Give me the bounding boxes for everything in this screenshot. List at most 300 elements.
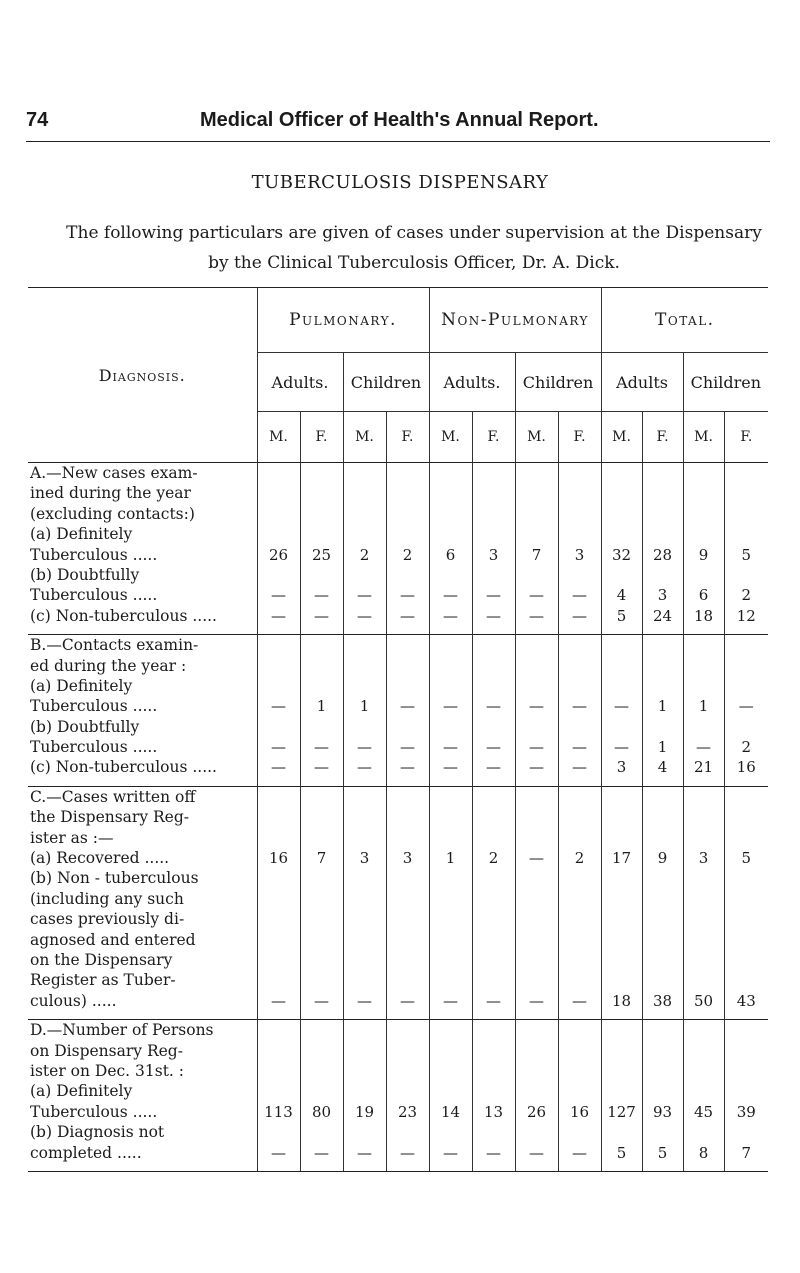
spacer (344, 565, 386, 585)
spacer (344, 1122, 386, 1142)
spacer (516, 889, 558, 909)
value-cell: 1 (359, 697, 370, 716)
value-cell: — (271, 1143, 286, 1162)
spacer (301, 1122, 343, 1142)
spacer (430, 717, 472, 737)
value-cell: — (572, 991, 588, 1010)
spacer (258, 1122, 300, 1142)
value-cell: 23 (397, 1102, 418, 1121)
spacer (516, 676, 558, 696)
spacer (516, 717, 558, 737)
sex-header: F. (642, 412, 683, 463)
row-label-line: (c) Non-tuberculous ..... (30, 606, 217, 625)
spacer (430, 970, 472, 990)
spacer (684, 717, 724, 737)
value-cell: 1 (657, 697, 668, 716)
spacer (516, 909, 558, 929)
value-column-cell (642, 463, 683, 635)
value-cell: 14 (440, 1102, 461, 1121)
spacer (258, 676, 300, 696)
value-column-cell (343, 786, 386, 1019)
value-column-cell (515, 1020, 558, 1172)
value-cell: — (443, 991, 458, 1010)
value-column-cell (472, 635, 515, 787)
value-cell: 25 (311, 545, 332, 564)
section-heading-line: ister on Dec. 31st. : (30, 1061, 185, 1080)
sex-header: M. (429, 412, 472, 463)
diagnosis-cell (28, 635, 257, 787)
value-cell: — (400, 606, 415, 625)
spacer (725, 970, 769, 990)
section-heading-line: the Dispensary Reg- (30, 808, 190, 827)
value-cell: — (529, 586, 544, 605)
spacer (559, 565, 601, 585)
spacer (725, 676, 769, 696)
row-label-line: completed ..... (30, 1143, 142, 1162)
value-cell: — (314, 738, 329, 757)
spacer (473, 970, 515, 990)
sex-header: M. (343, 412, 386, 463)
value-cell: — (357, 586, 372, 605)
value-cell: 2 (574, 849, 585, 868)
spacer (301, 889, 343, 909)
spacer (387, 909, 429, 929)
value-cell: — (443, 758, 458, 777)
spacer (344, 930, 386, 950)
value-column-cell (515, 786, 558, 1019)
spacer (301, 930, 343, 950)
value-cell: — (357, 758, 372, 777)
value-cell: — (400, 586, 415, 605)
spacer (516, 868, 558, 888)
group-header-pulmonary: Pulmonary. (257, 288, 429, 353)
group-header-row (28, 288, 768, 353)
value-cell: — (314, 586, 329, 605)
value-cell: 16 (569, 1102, 590, 1121)
value-cell: — (572, 606, 588, 625)
row-label-line: agnosed and entered (30, 930, 196, 949)
value-cell: 7 (316, 849, 327, 868)
spacer (725, 950, 769, 970)
value-cell: 50 (694, 991, 714, 1010)
spacer (430, 950, 472, 970)
spacer (684, 1122, 724, 1142)
value-column-cell (683, 1020, 724, 1172)
spacer (344, 676, 386, 696)
value-column-cell (472, 463, 515, 635)
spacer (643, 1122, 683, 1142)
spacer (430, 889, 472, 909)
section-heading-line: ined during the year (30, 484, 191, 503)
row-label-line: (b) Diagnosis not (30, 1123, 165, 1142)
value-cell: — (314, 991, 329, 1010)
value-cell: 26 (268, 545, 289, 564)
value-cell: — (271, 991, 286, 1010)
value-cell: 18 (612, 991, 632, 1010)
spacer (725, 868, 769, 888)
spacer (643, 565, 683, 585)
spacer (602, 909, 642, 929)
sex-header: F. (472, 412, 515, 463)
spacer (301, 950, 343, 970)
value-column-cell (558, 635, 601, 787)
spacer (387, 868, 429, 888)
spacer (387, 676, 429, 696)
subgroup-header: Children (683, 353, 768, 412)
spacer (473, 565, 515, 585)
value-column-cell (257, 463, 300, 635)
value-cell: — (443, 1143, 458, 1162)
spacer (258, 868, 300, 888)
value-cell: 3 (616, 758, 627, 777)
spacer (387, 930, 429, 950)
value-cell: 26 (526, 1102, 547, 1121)
value-cell: 6 (698, 586, 709, 605)
spacer (473, 1081, 515, 1101)
spacer (725, 889, 769, 909)
spacer (473, 909, 515, 929)
row-label-line: (b) Doubtfully (30, 565, 140, 584)
value-cell: 8 (698, 1143, 709, 1162)
value-cell: 3 (574, 545, 585, 564)
value-cell: — (400, 991, 415, 1010)
value-cell: 2 (488, 849, 499, 868)
value-column-cell (343, 635, 386, 787)
value-cell: — (572, 758, 588, 777)
group-header-total: Total. (601, 288, 768, 353)
value-column-cell (300, 1020, 343, 1172)
dispensary-table (28, 287, 768, 1172)
spacer (559, 950, 601, 970)
value-cell: — (443, 738, 458, 757)
value-cell: 93 (653, 1102, 673, 1121)
value-column-cell (558, 786, 601, 1019)
row-label-line: on the Dispensary (30, 950, 173, 969)
value-column-cell (515, 635, 558, 787)
value-column-cell (515, 463, 558, 635)
spacer (344, 970, 386, 990)
value-cell: — (529, 606, 544, 625)
spacer (344, 524, 386, 544)
spacer (643, 676, 683, 696)
value-column-cell (558, 463, 601, 635)
value-cell: — (572, 697, 588, 716)
spacer (684, 676, 724, 696)
value-cell: 16 (268, 849, 289, 868)
spacer (344, 909, 386, 929)
value-cell: — (486, 738, 501, 757)
spacer (559, 676, 601, 696)
value-column-cell (386, 463, 429, 635)
spacer (387, 1081, 429, 1101)
spacer (684, 524, 724, 544)
value-column-cell (472, 786, 515, 1019)
section-heading-line: A.—New cases exam- (30, 464, 198, 482)
spacer (430, 1122, 472, 1142)
value-cell: 9 (698, 545, 709, 564)
spacer (643, 930, 683, 950)
sex-header: M. (515, 412, 558, 463)
value-cell: 5 (657, 1143, 668, 1162)
value-cell: 113 (264, 1102, 293, 1121)
value-cell: 7 (531, 545, 542, 564)
spacer (473, 676, 515, 696)
value-column-cell (300, 635, 343, 787)
value-cell: 5 (741, 545, 752, 564)
value-cell: 5 (616, 606, 627, 625)
value-cell: 80 (311, 1102, 332, 1121)
spacer (258, 950, 300, 970)
value-column-cell (683, 463, 724, 635)
spacer (643, 524, 683, 544)
spacer (387, 1122, 429, 1142)
value-cell: — (486, 697, 501, 716)
value-cell: — (271, 758, 286, 777)
value-column-cell (601, 463, 642, 635)
spacer (258, 524, 300, 544)
value-cell: — (400, 758, 415, 777)
spacer (602, 970, 642, 990)
value-cell: 18 (694, 606, 714, 625)
value-column-cell (683, 635, 724, 787)
value-cell: 9 (657, 849, 668, 868)
value-cell: — (357, 606, 372, 625)
spacer (344, 950, 386, 970)
spacer (473, 1122, 515, 1142)
diagnosis-header: Diagnosis. (28, 288, 257, 463)
spacer (643, 909, 683, 929)
table-body (28, 463, 768, 1172)
row-label-line: (b) Doubtfully (30, 717, 140, 736)
value-cell: — (529, 849, 544, 868)
spacer (258, 565, 300, 585)
value-column-cell (642, 635, 683, 787)
value-cell: — (271, 606, 286, 625)
spacer (301, 524, 343, 544)
spacer (516, 565, 558, 585)
value-cell: — (529, 738, 544, 757)
value-cell: — (572, 1143, 588, 1162)
spacer (559, 889, 601, 909)
subgroup-header: Adults. (429, 353, 515, 412)
spacer (344, 889, 386, 909)
spacer (430, 909, 472, 929)
row-label-line: Tuberculous ..... (30, 738, 158, 757)
value-column-cell (343, 463, 386, 635)
spacer (559, 1122, 601, 1142)
section-heading-line: C.—Cases written off (30, 787, 196, 806)
value-column-cell (472, 1020, 515, 1172)
value-column-cell (386, 1020, 429, 1172)
value-cell: — (696, 738, 712, 757)
value-cell: 19 (354, 1102, 375, 1121)
value-cell: 2 (741, 738, 752, 757)
value-cell: — (400, 1143, 415, 1162)
value-column-cell (601, 635, 642, 787)
row-label-line: (including any such (30, 889, 184, 908)
value-column-cell (724, 1020, 768, 1172)
value-cell: — (271, 738, 286, 757)
spacer (258, 930, 300, 950)
spacer (643, 717, 683, 737)
value-cell: — (314, 758, 329, 777)
value-cell: 1 (657, 738, 668, 757)
subgroup-header: Children (515, 353, 601, 412)
sex-header: F. (386, 412, 429, 463)
spacer (258, 970, 300, 990)
value-cell: 4 (657, 758, 668, 777)
value-column-cell (558, 1020, 601, 1172)
diagnosis-cell (28, 463, 257, 635)
row-label-line: cases previously di- (30, 910, 185, 929)
spacer (602, 565, 642, 585)
value-cell: 5 (741, 849, 752, 868)
spacer (684, 1081, 724, 1101)
spacer (559, 930, 601, 950)
value-cell: 24 (653, 606, 673, 625)
spacer (516, 524, 558, 544)
spacer (516, 1081, 558, 1101)
sex-header: M. (601, 412, 642, 463)
value-column-cell (642, 1020, 683, 1172)
section-heading-line: B.—Contacts examin- (30, 636, 199, 655)
section-heading-line: D.—Number of Persons (30, 1021, 214, 1040)
spacer (344, 717, 386, 737)
spacer (258, 889, 300, 909)
value-cell: 4 (616, 586, 627, 605)
spacer (559, 909, 601, 929)
value-cell: — (572, 738, 588, 757)
value-cell: 7 (741, 1143, 752, 1162)
value-cell: — (443, 586, 458, 605)
value-cell: — (400, 738, 415, 757)
spacer (387, 889, 429, 909)
diagnosis-cell (28, 1020, 257, 1172)
page-number: 74 (26, 109, 49, 131)
spacer (301, 970, 343, 990)
value-cell: 43 (736, 991, 756, 1010)
value-cell: 3 (359, 849, 370, 868)
value-cell: 127 (607, 1102, 636, 1121)
value-cell: — (486, 606, 501, 625)
value-cell: — (486, 991, 501, 1010)
value-cell: 6 (445, 545, 456, 564)
value-cell: 1 (698, 697, 709, 716)
value-cell: 45 (694, 1102, 714, 1121)
value-column-cell (429, 1020, 472, 1172)
spacer (258, 717, 300, 737)
spacer (344, 868, 386, 888)
value-cell: 38 (653, 991, 673, 1010)
value-cell: 3 (488, 545, 499, 564)
value-cell: — (271, 697, 286, 716)
value-column-cell (724, 463, 768, 635)
value-cell: 17 (612, 849, 632, 868)
value-cell: — (486, 758, 501, 777)
value-cell: — (443, 697, 458, 716)
row-label-line: Tuberculous ..... (30, 586, 158, 605)
row-label-line: Register as Tuber- (30, 971, 176, 990)
value-column-cell (257, 1020, 300, 1172)
value-column-cell (343, 1020, 386, 1172)
value-cell: 3 (402, 849, 413, 868)
spacer (430, 868, 472, 888)
spacer (643, 868, 683, 888)
spacer (473, 868, 515, 888)
spacer (430, 1081, 472, 1101)
value-cell: — (486, 586, 501, 605)
section-row (28, 635, 768, 787)
value-cell: — (529, 991, 544, 1010)
value-column-cell (601, 1020, 642, 1172)
section-row (28, 463, 768, 635)
row-label-line: Tuberculous ..... (30, 697, 158, 716)
value-column-cell (724, 786, 768, 1019)
spacer (643, 970, 683, 990)
value-cell: 2 (402, 545, 413, 564)
spacer (602, 676, 642, 696)
spacer (602, 1081, 642, 1101)
value-column-cell (429, 786, 472, 1019)
spacer (684, 565, 724, 585)
value-cell: — (572, 586, 588, 605)
spacer (559, 970, 601, 990)
value-cell: 3 (657, 586, 668, 605)
spacer (516, 970, 558, 990)
spacer (473, 717, 515, 737)
value-cell: — (443, 606, 458, 625)
sex-header: F. (724, 412, 768, 463)
value-column-cell (386, 786, 429, 1019)
spacer (725, 524, 769, 544)
spacer (725, 1122, 769, 1142)
value-column-cell (300, 786, 343, 1019)
spacer (387, 565, 429, 585)
value-column-cell (724, 635, 768, 787)
spacer (473, 524, 515, 544)
value-column-cell (429, 635, 472, 787)
value-cell: 16 (736, 758, 756, 777)
value-column-cell (386, 635, 429, 787)
spacer (301, 717, 343, 737)
diagnosis-cell (28, 786, 257, 1019)
spacer (602, 1122, 642, 1142)
intro-paragraph: The following particulars are given of cases under supervision at the Dispensary by the Clinical Tuberculosis Officer, Dr. A. Dick. (66, 223, 762, 273)
sex-header: F. (300, 412, 343, 463)
spacer (643, 950, 683, 970)
spacer (559, 868, 601, 888)
spacer (301, 909, 343, 929)
value-cell: — (529, 758, 544, 777)
spacer (516, 930, 558, 950)
value-column-cell (300, 463, 343, 635)
spacer (684, 889, 724, 909)
spacer (602, 868, 642, 888)
spacer (430, 565, 472, 585)
subgroup-header: Adults (601, 353, 683, 412)
section-row (28, 1020, 768, 1172)
spacer (430, 930, 472, 950)
value-column-cell (257, 635, 300, 787)
row-label-line: (a) Recovered ..... (30, 849, 170, 868)
running-title: Medical Officer of Health's Annual Report. (200, 109, 599, 131)
value-cell: — (614, 697, 630, 716)
row-label-line: culous) ..... (30, 991, 117, 1010)
spacer (387, 717, 429, 737)
value-cell: 5 (616, 1143, 627, 1162)
spacer (387, 970, 429, 990)
spacer (684, 909, 724, 929)
